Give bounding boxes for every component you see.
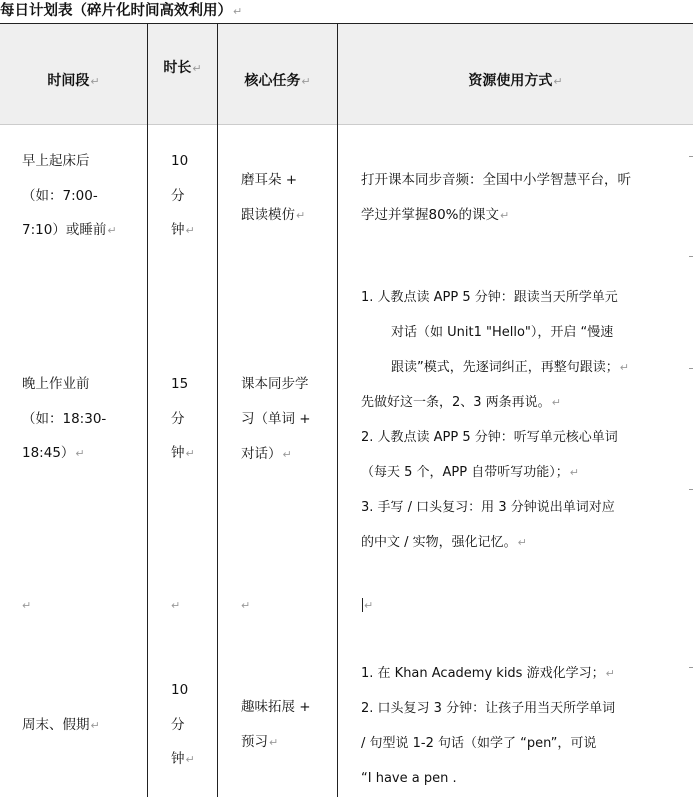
paragraph-mark-icon: ↵ bbox=[185, 224, 195, 237]
row1-duration: 10 分 钟↵ bbox=[171, 153, 195, 238]
paragraph-mark-icon: ↵ bbox=[269, 736, 279, 749]
paragraph-mark-icon: ↵ bbox=[75, 447, 85, 460]
row2-resource: 1. 人教点读 APP 5 分钟：跟读当天所学单元 对话（如 Unit1 "Hello"），开启 “慢速 跟读”模式，先逐词纠正，再整句跟读；↵ 先做好这一条，2、3 两条再说。↵ 2. 人教点读 APP 5 分钟：听写单元核心单词 （每天 5 个，APP 自带听写功能）；↵ 3. 手写 / 口头复习：用 3 分钟说出单词对应 的中文 / 实物，强化记忆。↵ bbox=[361, 290, 629, 550]
paragraph-mark-icon: ↵ bbox=[90, 719, 100, 732]
row2-task: 课本同步学 习（单词 + 对话）↵ bbox=[241, 376, 311, 462]
row4-resource: 1. 在 Khan Academy kids 游戏化学习；↵ 2. 口头复习 3 分钟：让孩子用当天所学单词 / 句型说 1-2 句话（如学了 “pen”，可说 “I have a pen . bbox=[361, 666, 616, 786]
empty-cell-mark-icon: ↵ bbox=[364, 599, 374, 612]
header-resource: 资源使用方式↵ bbox=[468, 73, 563, 89]
paragraph-mark-icon: ↵ bbox=[296, 209, 306, 222]
margin-tick bbox=[689, 256, 693, 257]
column-divider bbox=[147, 24, 148, 797]
row1-time: 早上起床后 （如：7:00- 7:10）或睡前↵ bbox=[22, 153, 117, 238]
row4-task: 趣味拓展 + 预习↵ bbox=[241, 699, 311, 750]
paragraph-mark-icon: ↵ bbox=[605, 667, 615, 680]
paragraph-mark-icon: ↵ bbox=[553, 75, 563, 88]
row4-duration: 10 分 钟↵ bbox=[171, 682, 195, 767]
header-time: 时间段↵ bbox=[47, 73, 100, 89]
empty-cell-mark-icon: ↵ bbox=[171, 599, 181, 612]
text-cursor[interactable] bbox=[362, 598, 363, 612]
header-task: 核心任务↵ bbox=[244, 73, 311, 89]
document-title bbox=[0, 0, 242, 22]
row4-time: 周末、假期↵ bbox=[22, 717, 100, 733]
row2-time: 晚上作业前 （如：18:30- 18:45）↵ bbox=[22, 376, 107, 461]
empty-cell-mark-icon: ↵ bbox=[22, 599, 32, 612]
margin-tick bbox=[689, 667, 693, 668]
plan-table bbox=[0, 23, 693, 797]
empty-cell-mark-icon: ↵ bbox=[241, 599, 251, 612]
title-text: 每日计划表（碎片化时间高效利用） bbox=[0, 3, 232, 19]
column-divider bbox=[337, 24, 338, 797]
row1-task: 磨耳朵 + 跟读模仿↵ bbox=[241, 172, 306, 223]
paragraph-mark-icon: ↵ bbox=[192, 62, 202, 75]
paragraph-mark-icon: ↵ bbox=[185, 447, 195, 460]
paragraph-mark-icon: ↵ bbox=[500, 209, 510, 222]
paragraph-mark-icon: ↵ bbox=[90, 75, 100, 88]
margin-tick bbox=[689, 368, 693, 369]
paragraph-mark-icon: ↵ bbox=[551, 396, 561, 409]
header-duration: 时长↵ bbox=[163, 60, 202, 76]
paragraph-mark-icon: ↵ bbox=[301, 75, 311, 88]
row1-resource: 打开课本同步音频：全国中小学智慧平台，听 学过并掌握80%的课文↵ bbox=[361, 172, 631, 223]
paragraph-mark-icon: ↵ bbox=[282, 448, 292, 461]
paragraph-mark-icon: ↵ bbox=[619, 361, 629, 374]
paragraph-mark-icon: ↵ bbox=[569, 466, 579, 479]
margin-tick bbox=[689, 489, 693, 490]
paragraph-mark-icon: ↵ bbox=[185, 753, 195, 766]
margin-tick bbox=[689, 156, 693, 157]
paragraph-mark-icon: ↵ bbox=[517, 536, 527, 549]
row2-duration: 15 分 钟↵ bbox=[171, 376, 195, 461]
paragraph-mark-icon: ↵ bbox=[107, 224, 117, 237]
paragraph-mark-icon: ↵ bbox=[233, 5, 243, 18]
column-divider bbox=[217, 24, 218, 797]
